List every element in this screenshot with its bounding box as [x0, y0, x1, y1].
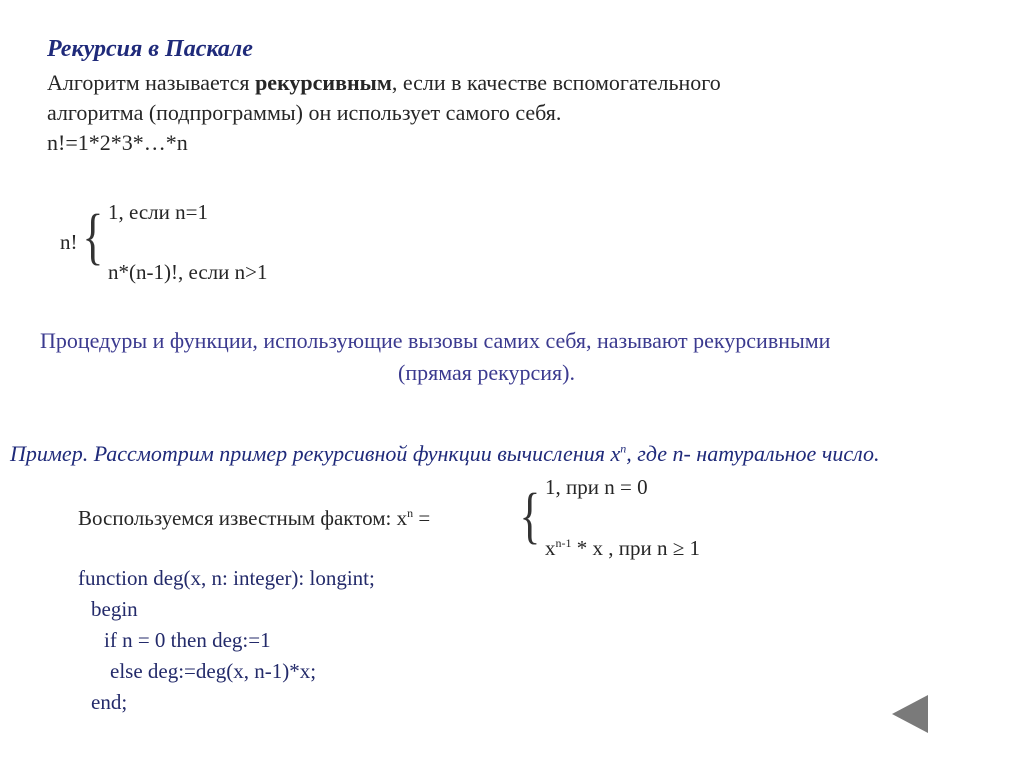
left-brace-icon: {: [519, 482, 541, 550]
definition-line-1: Процедуры и функции, использующие вызовы самих себя, называют рекурсивными: [40, 328, 831, 353]
intro-line-1-start: Алгоритм называется: [47, 70, 256, 95]
fact-case-2: [545, 536, 700, 561]
fact-label-text: Воспользуемся известным фактом: x: [78, 506, 408, 530]
fact-case-2-base: x: [545, 536, 556, 560]
code-line-4: else deg:=deg(x, n-1)*x;: [110, 659, 317, 683]
fact-label-eq: =: [413, 506, 431, 530]
intro-bold-term: рекурсивным: [255, 70, 392, 95]
example-sup: n: [620, 441, 627, 456]
factorial-label: n!: [60, 230, 78, 254]
fact-case-1: 1, при n = 0: [545, 475, 648, 499]
fact-label-sup: n: [407, 506, 414, 520]
intro-line-2: алгоритма (подпрограммы) он использует самого себя.: [47, 100, 562, 125]
fact-label: [78, 506, 430, 531]
code-line-1: function deg(x, n: integer): longint;: [78, 566, 375, 590]
factorial-case-2: n*(n-1)!, если n>1: [108, 260, 268, 284]
slide-title: Рекурсия в Паскале: [47, 36, 253, 62]
code-line-5: end;: [91, 690, 128, 714]
fact-case-2-sup: n-1: [555, 536, 572, 550]
definition-line-2: (прямая рекурсия).: [398, 360, 575, 385]
example-text-start: Пример. Рассмотрим пример рекурсивной функции вычисления x: [10, 441, 621, 466]
code-line-2: begin: [91, 597, 138, 621]
left-brace-icon: {: [82, 203, 104, 271]
example-text-end: , где n- натуральное число.: [626, 441, 880, 466]
factorial-case-1: 1, если n=1: [108, 200, 208, 224]
intro-line-1: [47, 70, 721, 96]
fact-case-2-rest: * x , при n ≥ 1: [571, 536, 701, 560]
intro-line-1-end: , если в качестве вспомогательного: [391, 70, 721, 95]
code-line-3: if n = 0 then deg:=1: [104, 628, 271, 652]
example-text: [10, 441, 879, 467]
previous-slide-icon[interactable]: [892, 695, 928, 733]
factorial-formula: n!=1*2*3*…*n: [47, 130, 188, 155]
